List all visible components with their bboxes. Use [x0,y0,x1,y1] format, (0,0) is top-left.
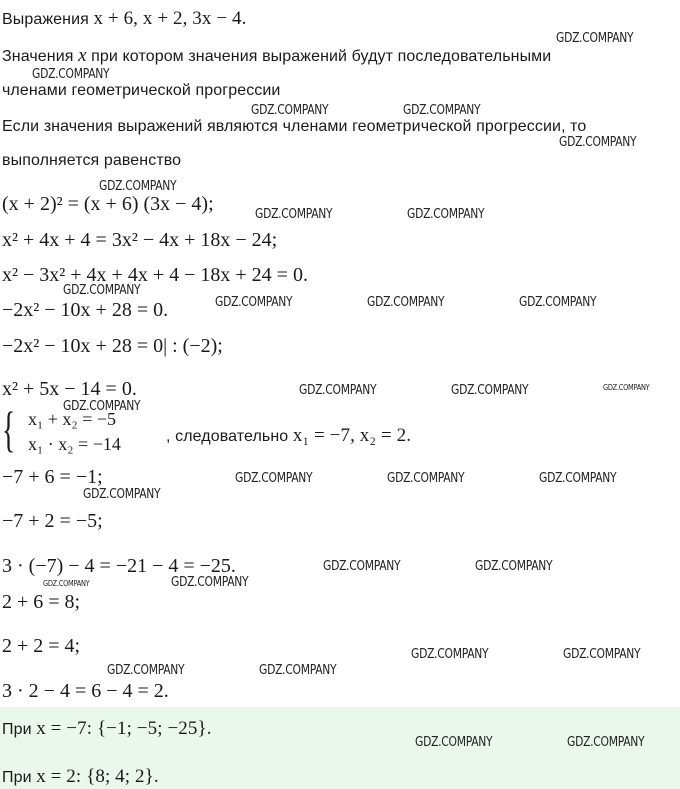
equation-6: x² + 5x − 14 = 0. [2,378,137,400]
intro-line-1: Выражения x + 6, x + 2, 3x − 4. [2,8,247,29]
watermark: GDZ.COMPANY [255,207,333,222]
watermark: GDZ.COMPANY [563,647,641,662]
check-6: 3 · 2 − 4 = 6 − 4 = 2. [2,680,169,702]
equation-5: −2x² − 10x + 28 = 0| : (−2); [2,335,223,357]
watermark: GDZ.COMPANY [387,471,465,486]
check-1: −7 + 6 = −1; [2,466,103,488]
watermark: GDZ.COMPANY [403,103,481,118]
intro-line-3: членами геометрической прогрессии [2,82,281,99]
watermark: GDZ.COMPANY [415,735,493,750]
equation-3: x² − 3x² + 4x + 4x + 4 − 18x + 24 = 0. [2,264,308,286]
system-conclusion: , следовательно x₁ = −7, x₂ = 2. [166,425,412,446]
watermark: GDZ.COMPANY [567,735,645,750]
watermark: GDZ.COMPANY [519,295,597,310]
equation-1: (x + 2)² = (x + 6) (3x − 4); [2,193,214,215]
system-brace: { [2,401,16,457]
check-5: 2 + 2 = 4; [2,635,81,657]
watermark: GDZ.COMPANY [367,295,445,310]
watermark: GDZ.COMPANY [451,383,529,398]
answer-row-2: При x = 2: {8; 4; 2}. [2,766,159,787]
watermark: GDZ.COMPANY [215,295,293,310]
check-4: 2 + 6 = 8; [2,591,81,613]
watermark: GDZ.COMPANY [99,179,177,194]
watermark: GDZ.COMPANY [32,67,110,82]
watermark: GDZ.COMPANY [556,31,634,46]
watermark: GDZ.COMPANY [83,487,161,502]
intro-line-5: выполняется равенство [2,152,182,169]
check-2: −7 + 2 = −5; [2,510,103,532]
watermark: GDZ.COMPANY [63,283,141,298]
system-row-2: x₁ · x₂ = −14 [28,434,121,454]
watermark: GDZ.COMPANY [603,383,650,392]
watermark: GDZ.COMPANY [323,559,401,574]
watermark: GDZ.COMPANY [235,471,313,486]
answer-row-1: При x = −7: {−1; −5; −25}. [2,718,212,739]
watermark: GDZ.COMPANY [411,647,489,662]
watermark: GDZ.COMPANY [475,559,553,574]
watermark: GDZ.COMPANY [559,135,637,150]
watermark: GDZ.COMPANY [171,575,249,590]
watermark: GDZ.COMPANY [63,399,141,414]
equation-2: x² + 4x + 4 = 3x² − 4x + 18x − 24; [2,229,278,251]
check-3: 3 · (−7) − 4 = −21 − 4 = −25. [2,555,236,577]
intro-line-4: Если значения выражений являются членами геометрической прогрессии, то [2,118,587,135]
equation-4: −2x² − 10x + 28 = 0. [2,299,169,321]
intro-line-2: Значения x при котором значения выражений будут последовательными [2,45,552,66]
watermark: GDZ.COMPANY [259,663,337,678]
watermark: GDZ.COMPANY [539,471,617,486]
system-row-1: x₁ + x₂ = −5 [28,409,117,429]
watermark: GDZ.COMPANY [407,207,485,222]
watermark: GDZ.COMPANY [299,383,377,398]
watermark: GDZ.COMPANY [107,663,185,678]
watermark: GDZ.COMPANY [43,579,90,588]
watermark: GDZ.COMPANY [251,103,329,118]
